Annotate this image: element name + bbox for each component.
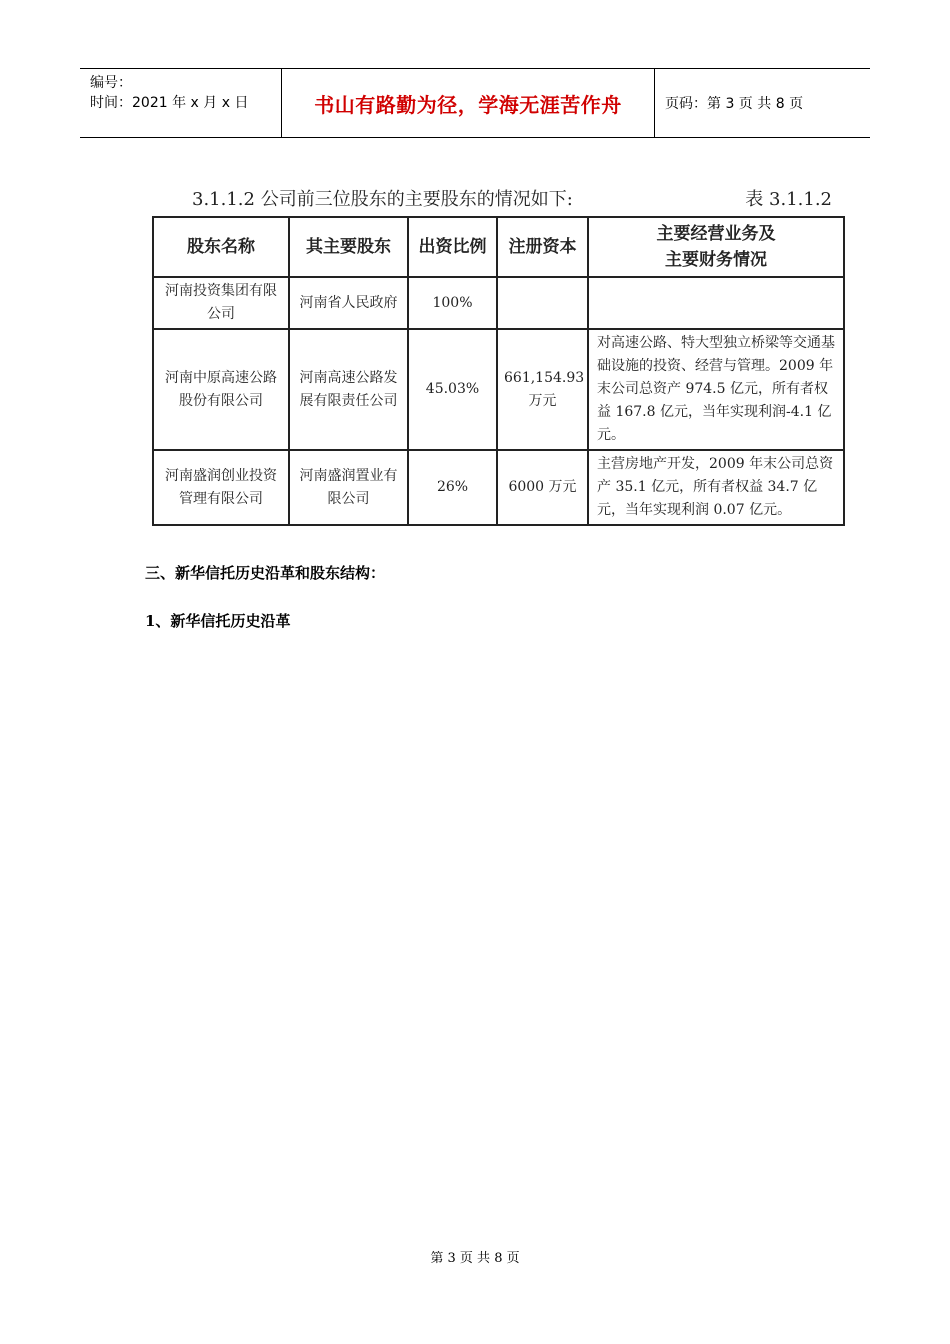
shareholder-table	[152, 216, 845, 526]
cell-registered-capital: 661,154.93 万元	[497, 329, 588, 450]
header-page-info: 页码：第 3 页 共 8 页	[665, 96, 804, 112]
header-shareholder-name: 股东名称	[153, 217, 289, 277]
cell-major-shareholder: 河南盛润置业有限公司	[289, 450, 408, 525]
cell-shareholder-name: 河南中原高速公路股份有限公司	[153, 329, 289, 450]
table-row	[153, 277, 844, 329]
header-motto: 书山有路勤为径，学海无涯苦作舟	[282, 69, 655, 137]
cell-registered-capital: 6000 万元	[497, 450, 588, 525]
cell-capital-ratio: 100%	[408, 277, 497, 329]
table-header-row	[153, 217, 844, 277]
cell-capital-ratio: 45.03%	[408, 329, 497, 450]
document-header	[80, 68, 870, 138]
cell-business-finance: 主营房地产开发，2009 年末公司总资产 35.1 亿元，所有者权益 34.7 亿元，当年实现利润 0.07 亿元。	[588, 450, 844, 525]
header-capital-ratio: 出资比例	[408, 217, 497, 277]
table-caption-title: 3.1.1.2 公司前三位股东的主要股东的情况如下:	[192, 189, 573, 210]
cell-business-finance: 对高速公路、特大型独立桥梁等交通基础设施的投资、经营与管理。2009 年末公司总资产 974.5 亿元，所有者权益 167.8 亿元，当年实现利润-4.1 亿元。	[588, 329, 844, 450]
table-row	[153, 329, 844, 450]
section-heading-history-structure: 三、新华信托历史沿革和股东结构：	[145, 564, 386, 582]
cell-major-shareholder: 河南高速公路发展有限责任公司	[289, 329, 408, 450]
document-date: 时间：2021 年 x 月 x 日	[90, 95, 249, 111]
page-footer: 第 3 页 共 8 页	[430, 1251, 520, 1266]
header-meta	[80, 69, 282, 137]
cell-registered-capital	[497, 277, 588, 329]
document-number-label: 编号：	[90, 75, 132, 91]
cell-major-shareholder: 河南省人民政府	[289, 277, 408, 329]
cell-shareholder-name: 河南盛润创业投资管理有限公司	[153, 450, 289, 525]
section-heading-history: 1、新华信托历史沿革	[145, 612, 291, 630]
cell-business-finance	[588, 277, 844, 329]
header-registered-capital: 注册资本	[497, 217, 588, 277]
table-caption	[192, 185, 832, 211]
header-major-shareholder: 其主要股东	[289, 217, 408, 277]
cell-shareholder-name: 河南投资集团有限公司	[153, 277, 289, 329]
table-caption-number: 表 3.1.1.2	[745, 189, 832, 210]
table-row	[153, 450, 844, 525]
header-business-finance: 主要经营业务及 主要财务情况	[588, 217, 844, 277]
cell-capital-ratio: 26%	[408, 450, 497, 525]
